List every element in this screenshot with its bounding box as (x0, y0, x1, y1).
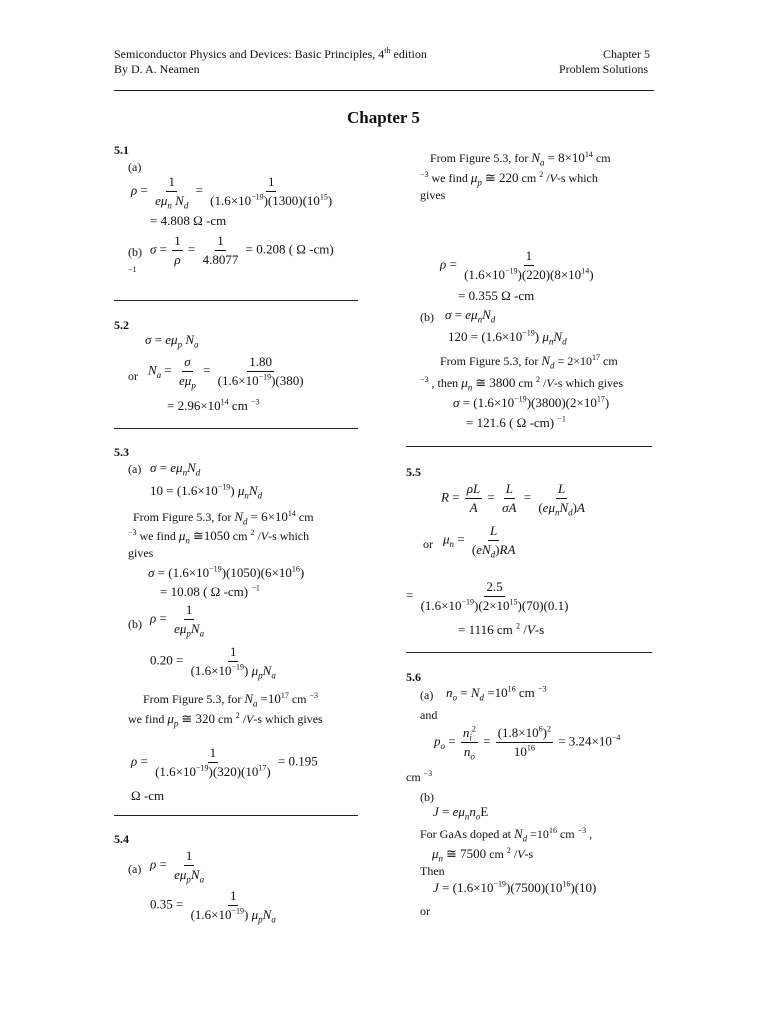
book-title: Semiconductor Physics and Devices: Basic Principles, 4th edition (114, 46, 427, 61)
eq-5-3-10: $10 = (1.6\times 10^{-19})$ $\mu_nN_d$ (150, 482, 263, 501)
text-gaas: For GaAs doped at $N_d =10^{16}$ cm $^{-3}$ , (420, 826, 593, 844)
problem-5-4: 5.4 (114, 832, 129, 846)
divider (114, 815, 358, 816)
eq-5-1-sigma: σ = $\frac{1}{\rho}$ = $\frac{1}{4.8077}$ = 0.208 ( Ω -cm) (150, 233, 334, 267)
eq-5-6-J-vals: $J = (1.6\times 10^{-19})(7500)(10^{16})(10)$ (433, 879, 597, 895)
label-b: (b) (128, 245, 142, 259)
eq-5-3-sigma: $\sigma = e\mu_nN_d$ (150, 460, 201, 478)
eq-5-6-po: $p_o$ = $\frac{n_i^2}{n_o}$ = $\frac{(1.8\times 10^6)^2}{10^{16}}$ = $3.24\times 10^{-4}$ (434, 724, 621, 762)
eq-5-3-rho-vals: ρ = $\frac{1}{(1.6\times 10^{-19})(320)(10^{17})}$ = 0.195 (131, 745, 318, 779)
divider (114, 428, 358, 429)
label-a: (a) (420, 688, 434, 702)
eq-5-2-result: = $2.96\times 10^{14}$ cm $^{-3}$ (167, 397, 260, 413)
eq-5-3-result: = 10.08 ( Ω -cm) $^{-1}$ (160, 583, 260, 599)
label-a: (a) (128, 160, 142, 174)
problem-5-2: 5.2 (114, 318, 129, 332)
eq-5-3-020: 0.20 = $\frac{1}{(1.6\times 10^{-19}) \mu_pN_a}$ (150, 644, 276, 681)
problem-5-3: 5.3 (114, 445, 129, 459)
eq-5-1-result: = 4.808 Ω -cm (150, 213, 227, 228)
text-right-fig2: From Figure 5.3, for $N_d = 2\times 10^{17}$ cm (440, 353, 618, 371)
eq-right-sigma-result: = 121.6 ( Ω -cm) $^{-1}$ (466, 414, 566, 430)
text-gives: gives (128, 546, 154, 560)
text-5-3-fig2: From Figure 5.3, for $N_a =10^{17}$ cm $^{-3}$ (143, 691, 319, 709)
text-5-3-fig: From Figure 5.3, for $N_d = 6\times 10^{14}$ cm (133, 509, 314, 527)
header-chapter: Chapter 5 (603, 47, 650, 61)
eq-5-2-sigma: $\sigma = e\mu_p$ $N_a$ (145, 332, 199, 350)
label-or: or (128, 369, 138, 383)
label-or: or (420, 904, 430, 918)
unit-exp: −1 (128, 265, 137, 274)
text-gives: gives (420, 188, 446, 202)
problem-5-6: 5.6 (406, 670, 421, 684)
eq-top-result: = 0.355 Ω -cm (458, 288, 535, 303)
eq-5-5-R: R = $\frac{\rho L}{A}$ = $\frac{L}{\sigma A}$ = $\frac{L}{(e\mu_nN_d)A}$ (441, 481, 585, 518)
text-5-3-find2: we find $\mu_p$ ≅ 320 cm $^2$ /V-s which gives (128, 711, 323, 729)
label-then: Then (420, 864, 445, 878)
header-rule (114, 90, 654, 91)
divider (406, 652, 652, 653)
eq-5-6-no: $n_o = N_d =10^{16}$ cm $^{-3}$ (446, 684, 547, 703)
divider (406, 446, 652, 447)
eq-5-4-rho: ρ = $\frac{1}{e\mu_pN_a}$ (150, 848, 205, 885)
eq-5-3-rho: ρ = $\frac{1}{e\mu_pN_a}$ (150, 602, 205, 639)
unit-cm3: cm $^{-3}$ (406, 769, 433, 784)
eq-5-5-vals: = $\frac{2.5}{(1.6\times 10^{-19})(2\times 10^{15})(70)(0.1)}$ (406, 579, 569, 613)
eq-right-sigma: $\sigma = e\mu_nN_d$ (445, 307, 496, 325)
eq-right-120: $120 = (1.6\times 10^{-19})$ $\mu_nN_d$ (448, 328, 567, 347)
eq-5-1-rho: ρ = $\frac{1}{e\mu_n N_d}$ = $\frac{1}{(1.6\times 10^{-19})(1300)(10^{15})}$ (131, 174, 333, 211)
label-a: (a) (128, 462, 142, 476)
eq-5-5-result: = 1116 cm $^2$ /V-s (458, 621, 545, 637)
text-top-fig: From Figure 5.3, for $N_a = 8\times 10^{14}$ cm (430, 150, 611, 168)
header-section: Problem Solutions (559, 62, 649, 76)
problem-5-5: 5.5 (406, 465, 421, 479)
text-mu7500: $\mu_n$ ≅ 7500 cm $^2$ /V-s (432, 846, 534, 864)
label-a: (a) (128, 862, 142, 876)
label-b: (b) (420, 310, 434, 324)
eq-5-4-035: 0.35 = $\frac{1}{(1.6\times 10^{-19}) \mu_pN_a}$ (150, 888, 276, 925)
page-title: Chapter 5 (347, 108, 420, 127)
text-5-3-find: $^{-3}$ we find $\mu_n$ ≅1050 cm $^2$ /V-s which (128, 528, 310, 546)
label-b: (b) (420, 790, 434, 804)
problem-5-1: 5.1 (114, 143, 129, 157)
text-right-find2: $^{-3}$ , then $\mu_n$ ≅ 3800 cm $^2$ /V-s which gives (420, 375, 624, 393)
text-top-find: $^{-3}$ we find $\mu_p$ ≅ 220 cm $^2$ /V-s which (420, 170, 598, 188)
eq-right-sigma-vals: $\sigma = (1.6\times 10^{-19})(3800)(2\times 10^{17})$ (453, 394, 610, 410)
author: By D. A. Neamen (114, 62, 200, 76)
eq-top-rho: ρ = $\frac{1}{(1.6\times 10^{-19})(220)(8\times 10^{14})}$ (440, 248, 594, 282)
eq-5-2-na: $N_a$ = $\frac{\sigma}{e\mu_p}$ = $\frac{1.80}{(1.6\times 10^{-19})(380)}$ (148, 354, 304, 391)
label-or: or (423, 537, 433, 551)
eq-5-5-mu: $\mu_n$ = $\frac{L}{(eN_d)RA}$ (443, 523, 516, 560)
unit-ohm-cm: Ω -cm (131, 788, 165, 803)
eq-5-6-J: $J = e\mu_nn_oE$ (433, 804, 489, 822)
label-b: (b) (128, 617, 142, 631)
divider (114, 300, 358, 301)
label-and: and (420, 708, 438, 722)
eq-5-3-sigma-vals: $\sigma = (1.6\times 10^{-19})(1050)(6\times 10^{16})$ (148, 564, 305, 580)
